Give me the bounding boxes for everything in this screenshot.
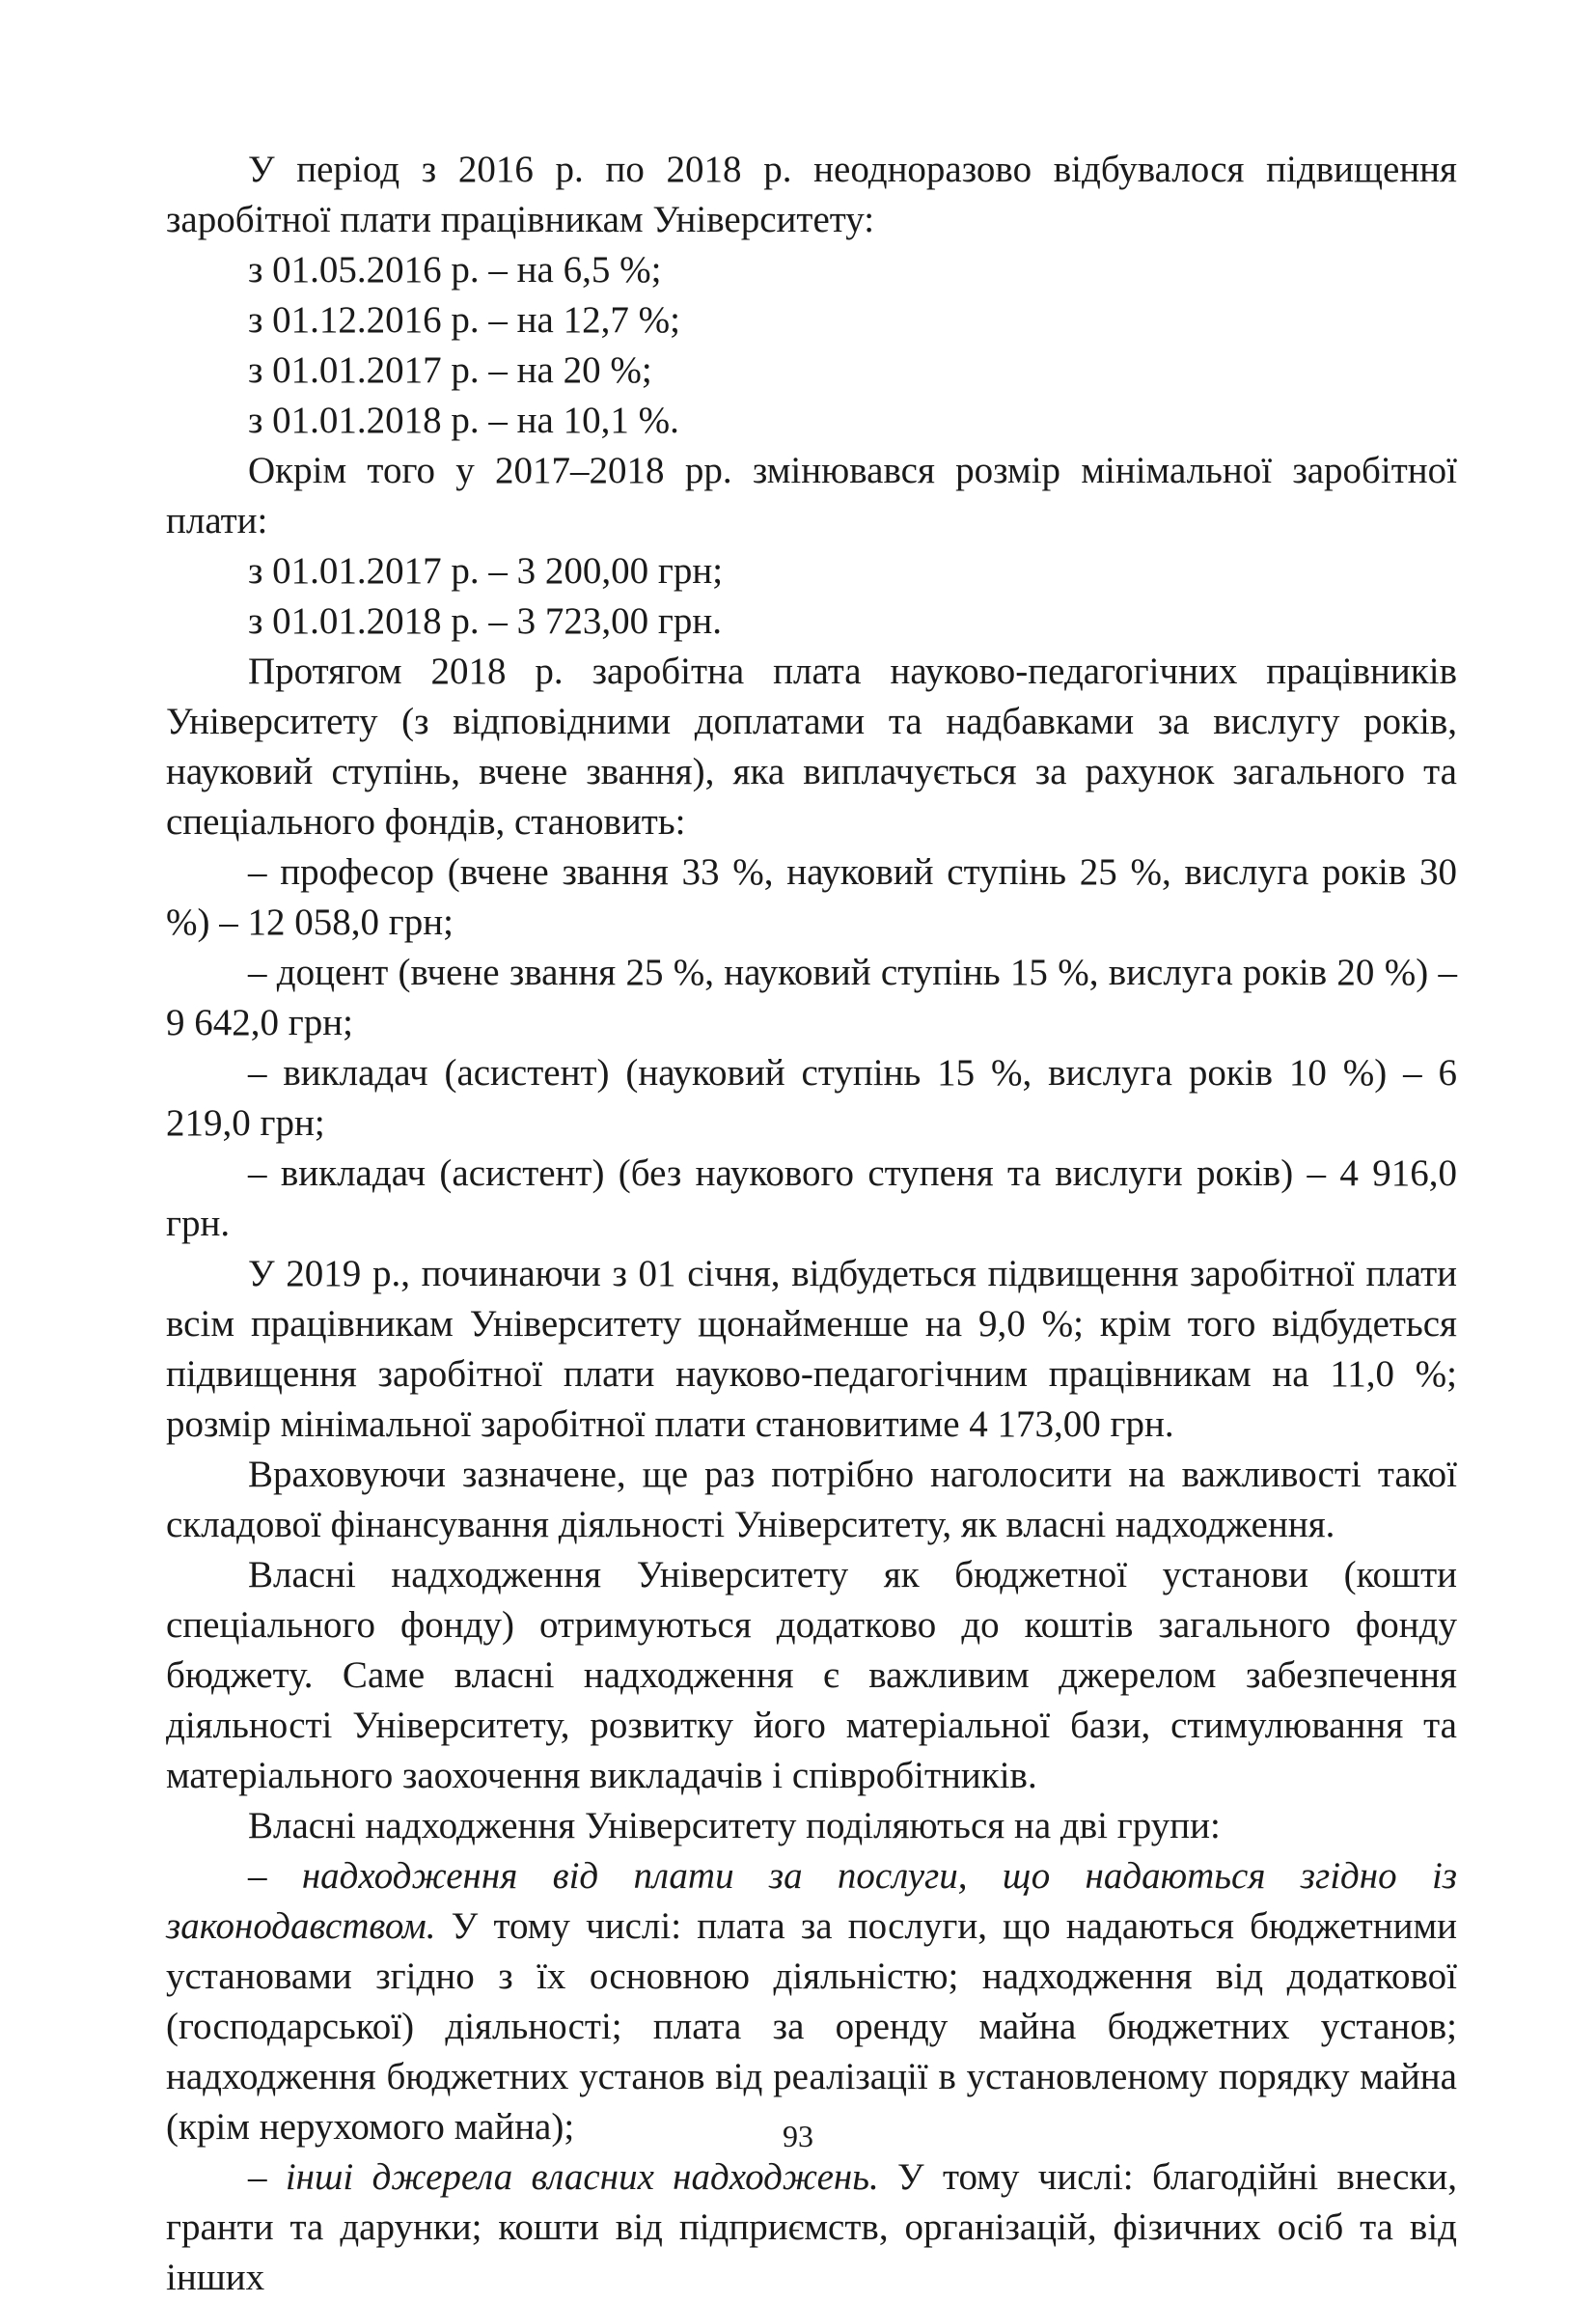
salary-item-professor: – професор (вчене звання 33 %, науковий ступінь 25 %, вислуга років 30 %) – 12 058,0 грн; [166,851,1457,943]
list-item: з 01.01.2017 р. – 3 200,00 грн; [248,550,724,592]
salary-item-lecturer-basic: – викладач (асистент) (без наукового ступеня та вислуги років) – 4 916,0 грн. [166,1152,1457,1244]
revenue-group-2 [166,2152,1457,2303]
paragraph-2019-raise: У 2019 р., починаючи з 01 січня, відбудеться підвищення заробітної плати всім працівникам Університету щонайменше на 9,0 %; крім того відбудеться підвищення заробітної плати науково-педагогічним працівникам на 11,0 %; розмір мінімальної заробітної плати становитиме 4 173,00 грн. [166,1253,1457,1445]
revenue-group-1 [166,1851,1457,2152]
paragraph-own-revenue-importance: Враховуючи зазначене, ще раз потрібно наголосити на важливості такої складової фінансування діяльності Університету, як власні надходження. [166,1454,1457,1545]
list-item: з 01.01.2017 р. – на 20 %; [248,349,652,391]
revenue-group-2-text: У тому числі: благодійні внески, гранти та дарунки; кошти від підприємств, організацій, фізичних осіб та від інших [166,2156,1457,2298]
page-number: 93 [783,2119,813,2153]
paragraph-min-wage-intro: Окрім того у 2017–2018 рр. змінювався розмір мінімальної заробітної плати: [166,450,1457,541]
salary-item-docent: – доцент (вчене звання 25 %, науковий ступінь 15 %, вислуга років 20 %) – 9 642,0 грн; [166,952,1457,1043]
paragraph-salary-raises-intro: У період з 2016 р. по 2018 р. неодноразово відбувалося підвищення заробітної плати працівникам Університету: [166,149,1457,240]
list-item: з 01.05.2016 р. – на 6,5 %; [248,249,662,291]
body-text [166,145,1457,2303]
revenue-group-1-title: надходження від плати за послуги, що надаються згідно із законодавством. [166,1855,1457,1947]
revenue-group-2-title: інші джерела власних надходжень. [285,2156,879,2198]
paragraph-own-revenue-definition: Власні надходження Університету як бюджетної установи (кошти спеціального фонду) отримуються додатково до коштів загального фонду бюджету. Саме власні надходження є важливим джерелом забезпечення діяльності Університету, розвитку його матеріальної бази, стимулювання та матеріального заохочення викладачів і співробітників. [166,1554,1457,1796]
paragraph-2018-salaries: Протягом 2018 р. заробітна плата науково-педагогічних працівників Університету (з відповідними доплатами та надбавками за вислугу років, науковий ступінь, вчене звання), яка виплачується за рахунок загального та спеціального фондів, становить: [166,651,1457,843]
salary-item-lecturer-degree: – викладач (асистент) (науковий ступінь 15 %, вислуга років 10 %) – 6 219,0 грн; [166,1052,1457,1144]
list-item: з 01.01.2018 р. – 3 723,00 грн. [248,600,723,642]
revenue-group-1-text: У тому числі: плата за послуги, що надаються бюджетними установами згідно з їх основною діяльністю; надходження від додаткової (господарської) діяльності; плата за оренду майна бюджетних установ; надходження бюджетних установ від реалізації в установленому порядку майна (крім нерухомого майна); [166,1905,1457,2148]
list-item: з 01.12.2016 р. – на 12,7 %; [248,299,680,341]
paragraph-own-revenue-groups: Власні надходження Університету поділяються на дві групи: [248,1805,1221,1846]
dash: – [248,2156,286,2198]
dash: – [248,1855,302,1897]
list-item: з 01.01.2018 р. – на 10,1 %. [248,400,679,441]
